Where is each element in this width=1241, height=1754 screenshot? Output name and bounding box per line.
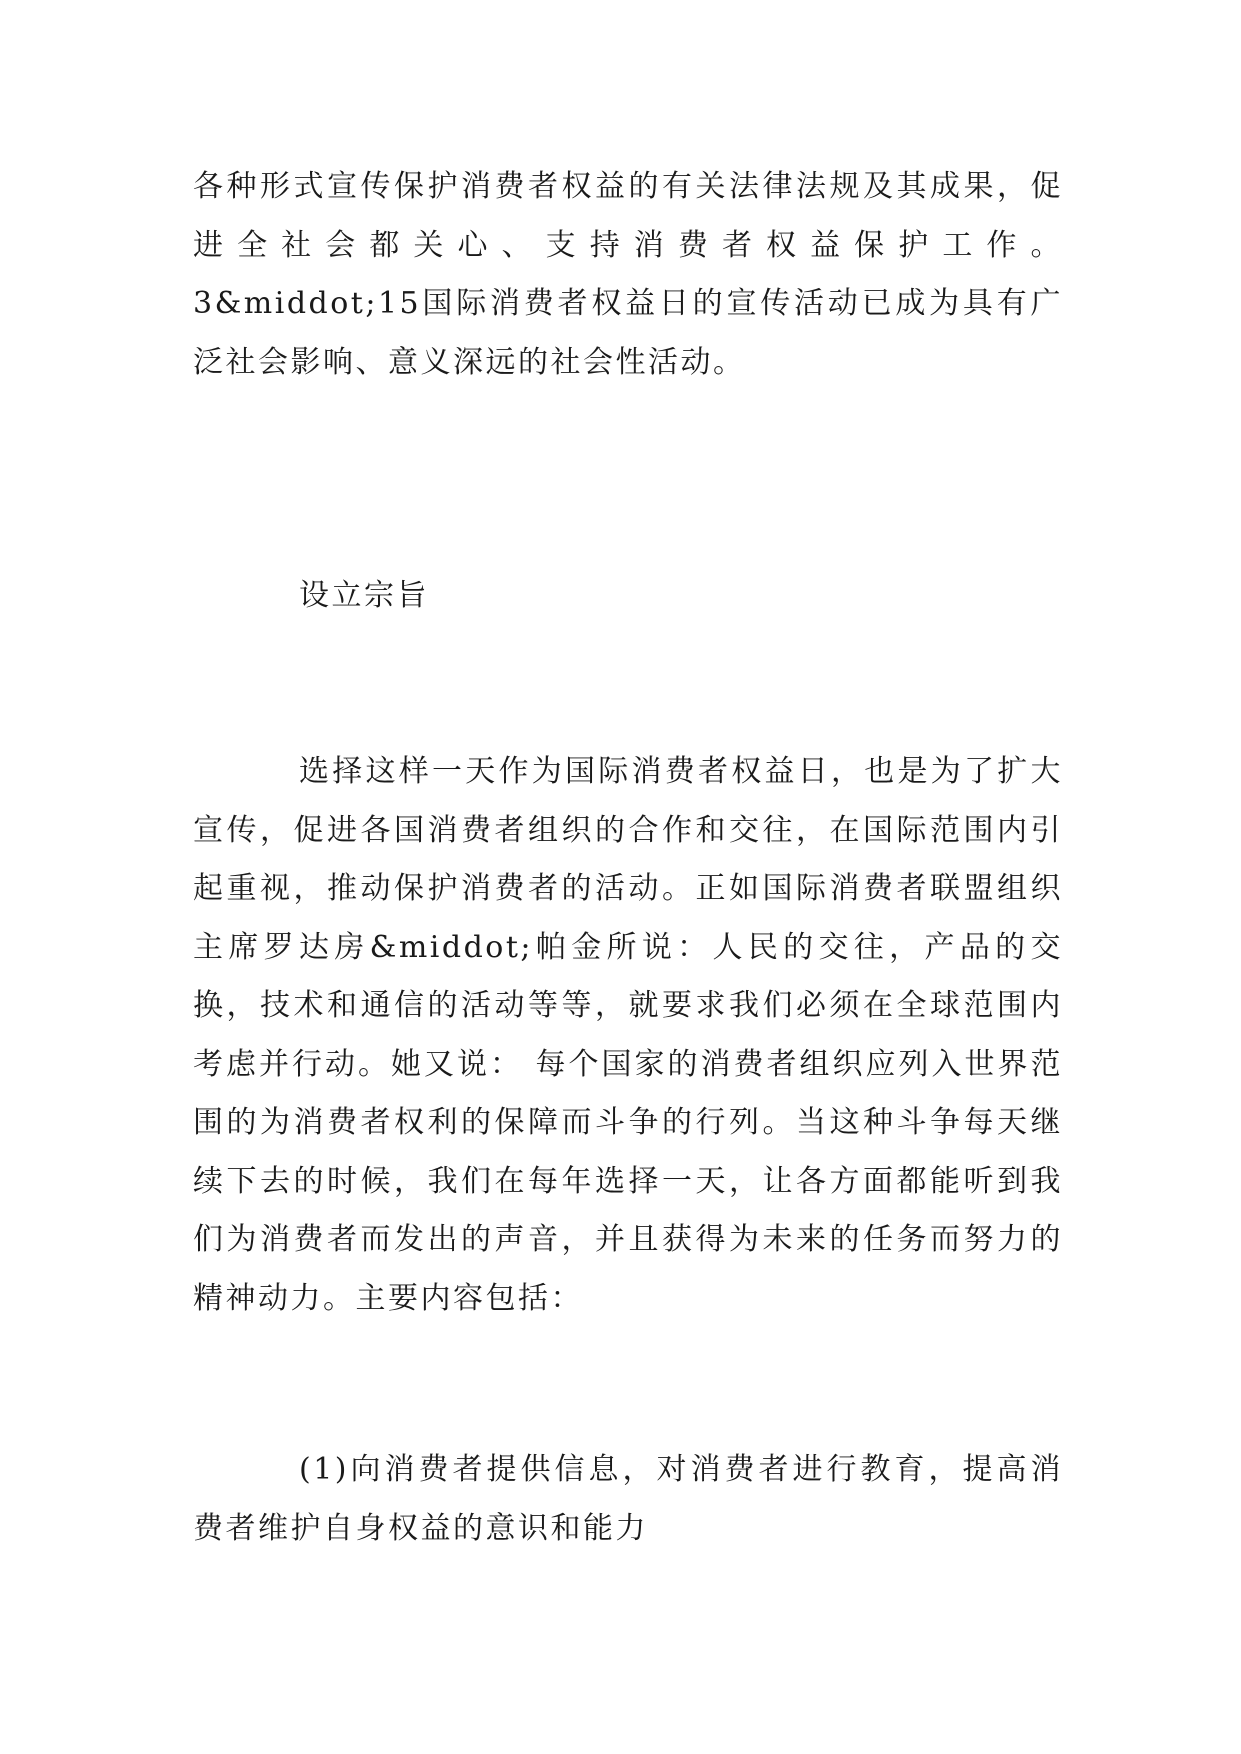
section-heading: 设立宗旨	[299, 578, 429, 613]
paragraph-intro: 各种形式宣传保护消费者权益的有关法律法规及其成果，促进全社会都关心、支持消费者权益保护工作。3&middot;15国际消费者权益日的宣传活动已成为具有广泛社会影响、意义深远的社会性活动。	[193, 169, 1063, 380]
paragraph-purpose: 选择这样一天作为国际消费者权益日，也是为了扩大宣传，促进各国消费者组织的合作和交往，在国际范围内引起重视，推动保护消费者的活动。正如国际消费者联盟组织主席罗达房&middot;帕金所说：人民的交往，产品的交换，技术和通信的活动等等，就要求我们必须在全球范围内考虑并行动。她又说： 每个国家的消费者组织应列入世界范围的为消费者权利的保障而斗争的行列。当这种斗争每天继续下去的时候，我们在每年选择一天，让各方面都能听到我们为消费者而发出的声音，并且获得为未来的任务而努力的精神动力。主要内容包括：	[193, 754, 1063, 1316]
paragraph-content-item-1: (1)向消费者提供信息，对消费者进行教育，提高消费者维护自身权益的意识和能力	[193, 1452, 1063, 1546]
